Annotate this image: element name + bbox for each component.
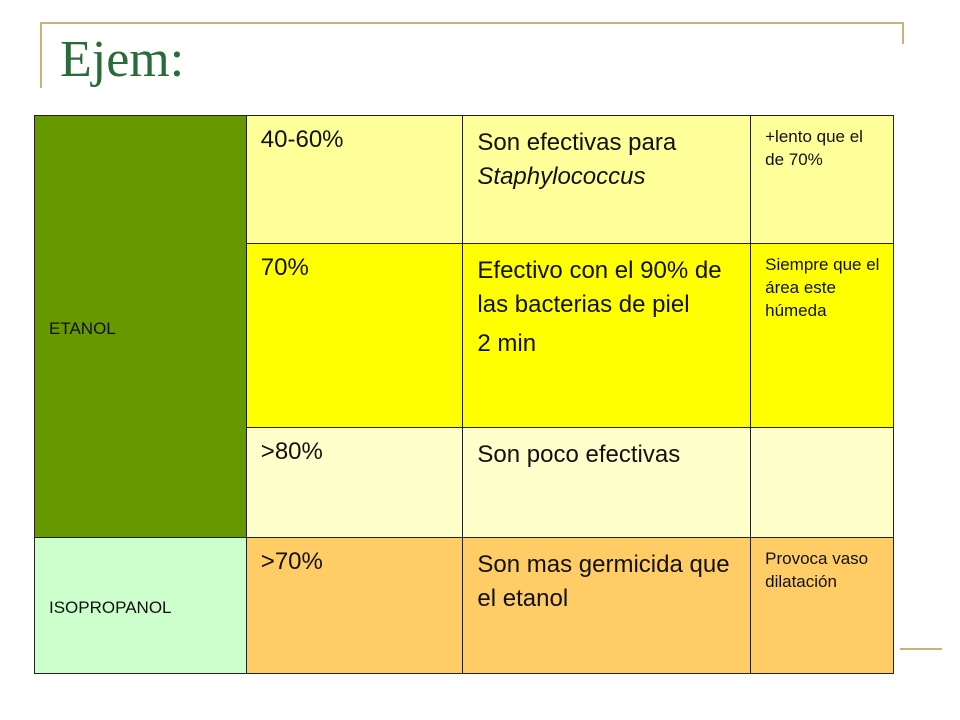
table-row: [35, 116, 894, 244]
note-cell: +lento que el de 70%: [751, 116, 894, 244]
concentration-cell: >80%: [246, 428, 463, 538]
note-cell: [751, 428, 894, 538]
description-cell: [463, 244, 751, 428]
description-cell: Son mas germicida que el etanol: [463, 538, 751, 674]
decorative-right-line: [902, 22, 904, 44]
description-text: Son efectivas para: [477, 129, 677, 156]
slide-title: Ejem:: [60, 31, 185, 88]
description-extra-text: 2 min: [477, 330, 537, 358]
description-text: Efectivo con el 90% de las bacterias de piel: [477, 257, 722, 318]
decorative-left-line: [40, 22, 42, 88]
description-cell: [463, 116, 751, 244]
decorative-top-line: [40, 22, 904, 24]
note-cell: Provoca vaso dilatación: [751, 538, 894, 674]
concentration-cell: >70%: [246, 538, 463, 674]
description-cell: Son poco efectivas: [463, 428, 751, 538]
description-italic-text: Staphylococcus: [477, 162, 646, 190]
group-label-isopropanol: ISOPROPANOL: [35, 538, 247, 674]
alcohol-efficacy-table: [34, 115, 894, 674]
group-label-etanol: ETANOL: [35, 116, 247, 538]
table-row: [35, 538, 894, 674]
note-cell: Siempre que el área este húmeda: [751, 244, 894, 428]
decorative-bottom-right-line: [900, 648, 942, 650]
concentration-cell: 70%: [246, 244, 463, 428]
concentration-cell: 40-60%: [246, 116, 463, 244]
